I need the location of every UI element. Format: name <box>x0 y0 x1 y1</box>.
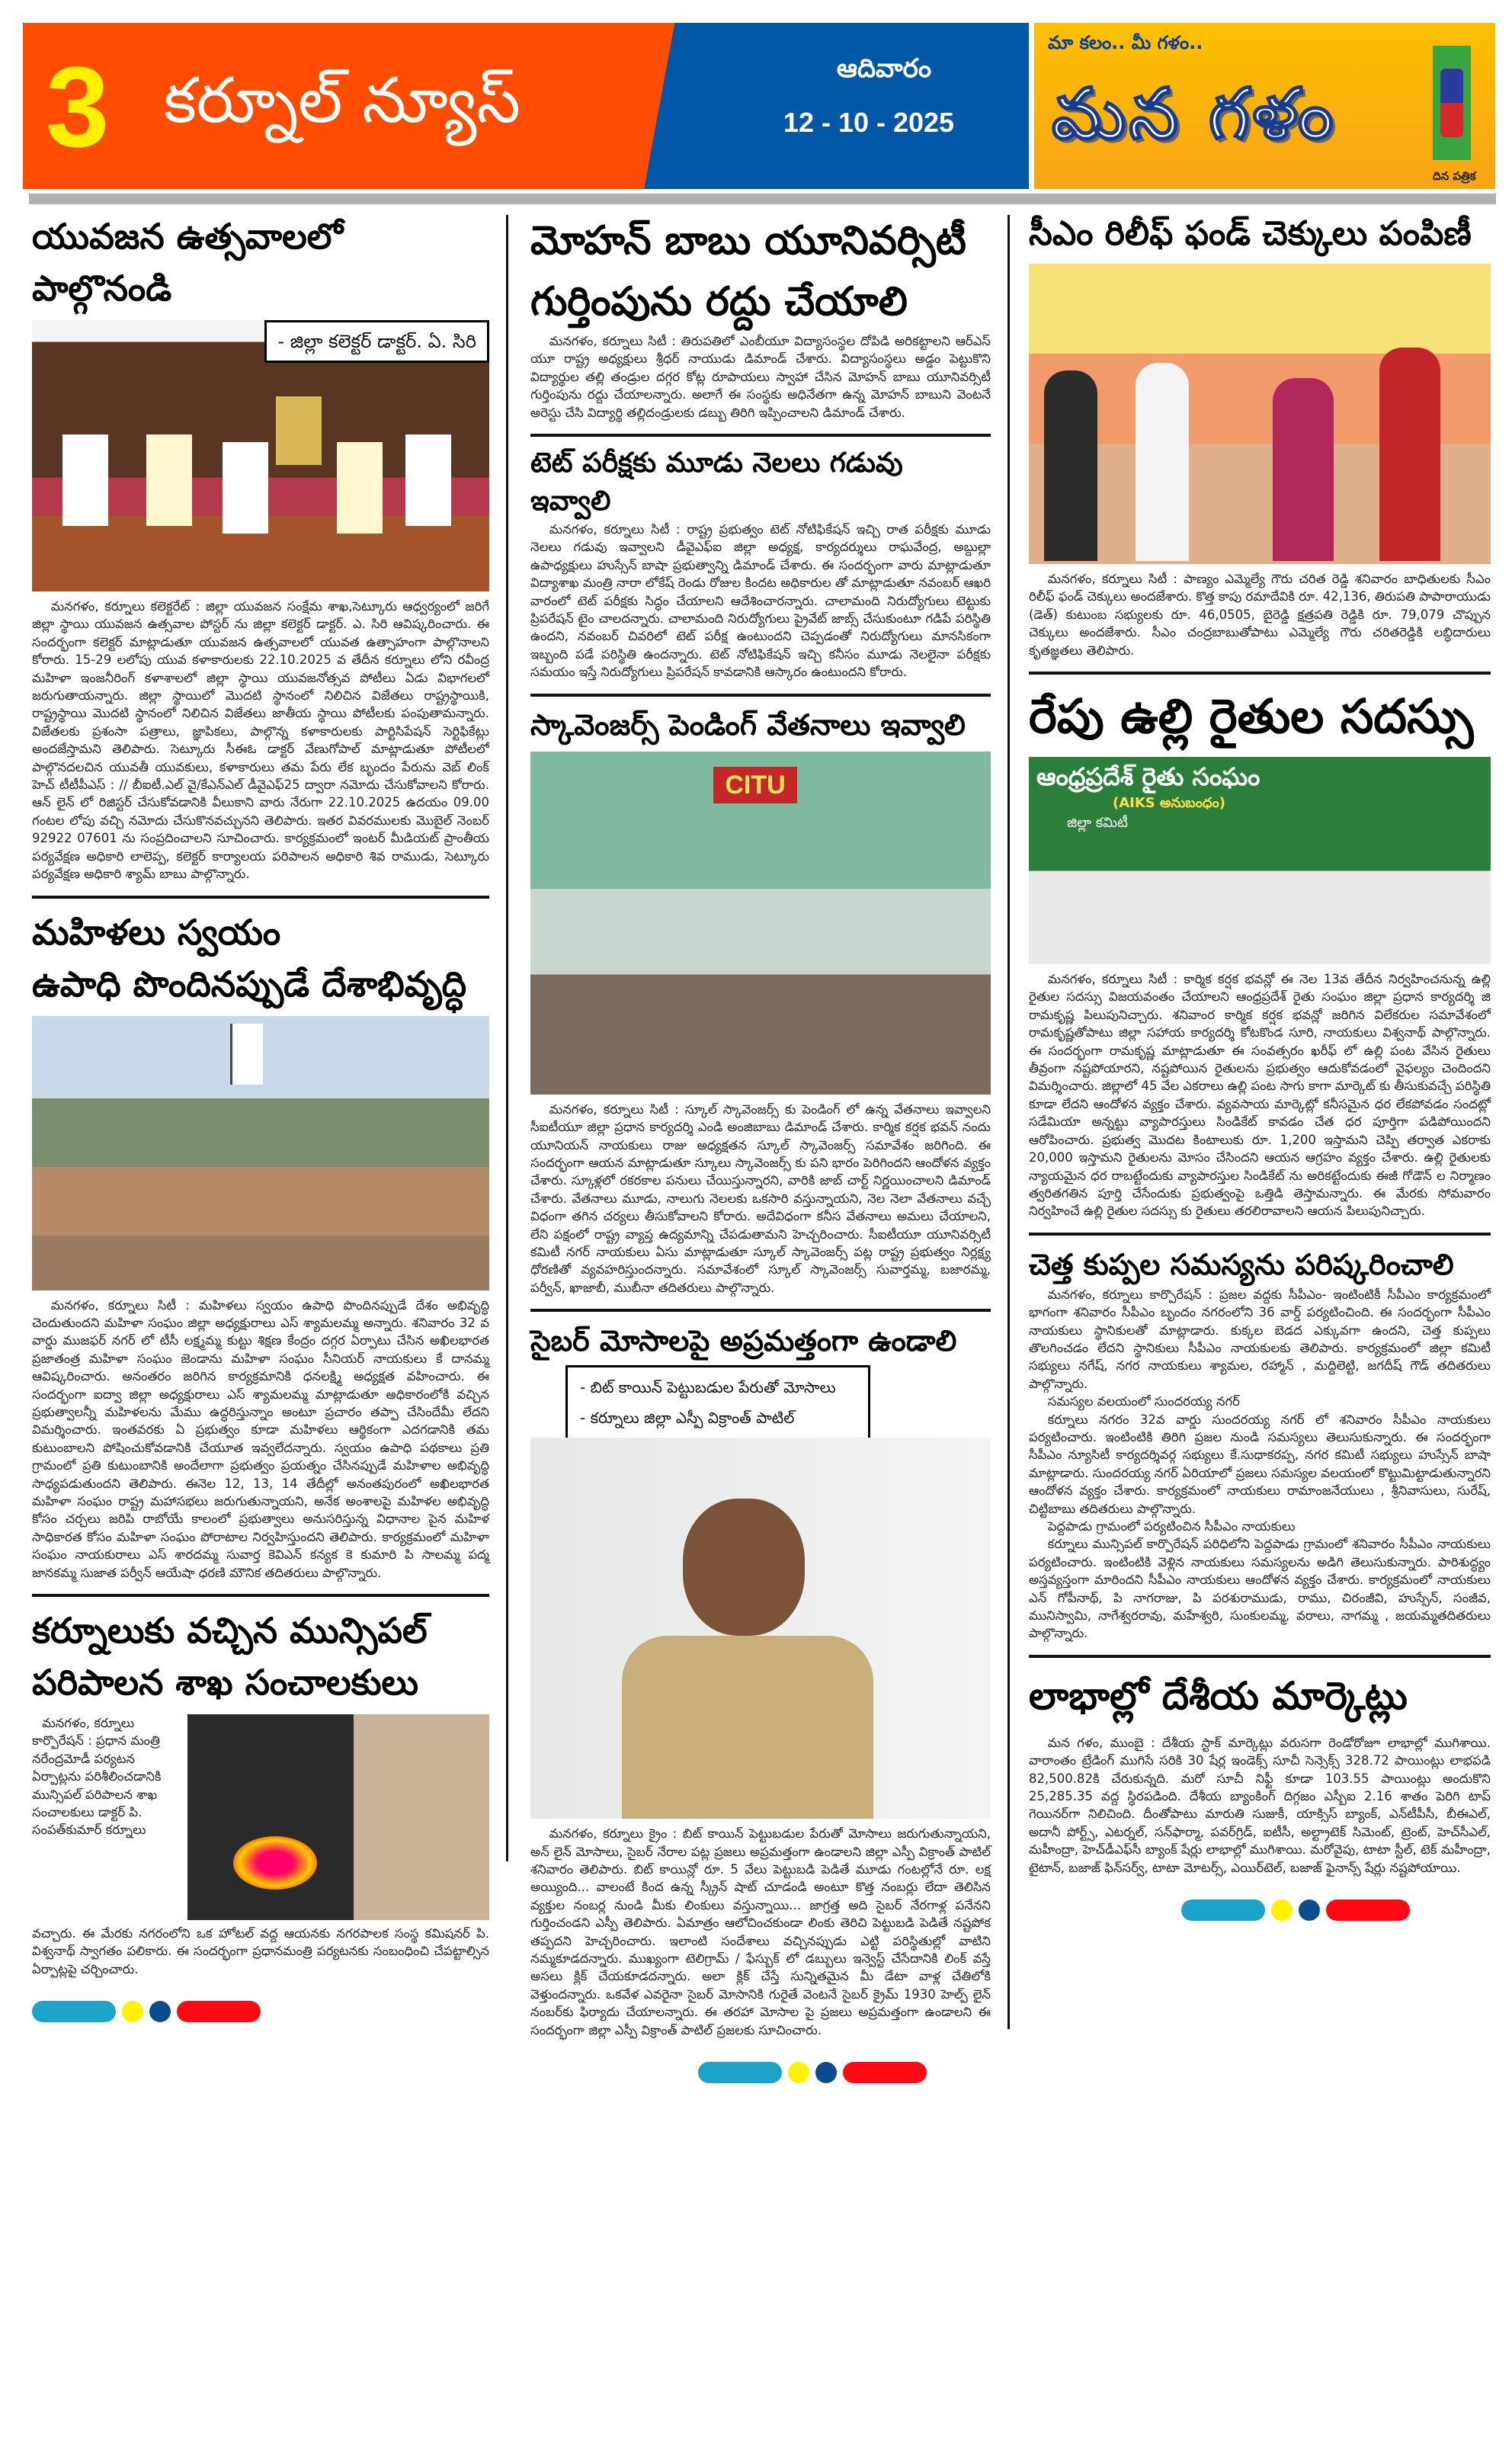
article-headline: టెట్ పరీక్షకు మూడు నెలలు గడువు ఇవ్వాలి <box>530 447 903 518</box>
article-divider <box>1029 1655 1491 1658</box>
article-headline: మోహన్ బాబు యూనివర్సిటీ <box>530 218 966 264</box>
article-body: వచ్చారు. ఈ మేరకు నగరంలోని ఒక హోటల్ వద్ద ఆయనకు నగరపాలక సంస్థ కమిషనర్ పి. విశ్వనాథ్ స్వాగతం పలికారు. ఈ సందర్భంగా ప్రధానమంత్రి పర్యటనకు సంబంధించి చేపట్టాల్సిన ఏర్పాట్లపై చర్చించారు. <box>32 1926 489 1976</box>
article-divider <box>530 1309 991 1312</box>
banner-subtext: జిల్లా కమిటీ <box>1067 815 1129 832</box>
cyan-pill <box>32 2001 116 2022</box>
page-number: 3 <box>46 43 110 171</box>
article-body-side: మనగళం, కర్నూలు కార్పొరేషన్ : ప్రధాన మంత్రి నరేంద్రమోడీ పర్యటన ఏర్పాట్లను పరిశీలించడానికి మున్సిపల్ పరిపాలన శాఖ సంచాలకులు డాక్టర్ పి. సంపత్‌కుమార్ కర్నూలు <box>32 1716 162 1838</box>
section-title: కర్నూల్ న్యూస్ <box>164 65 521 137</box>
article-body: మనగళం, కర్నూలు సిటీ : తిరుపతిలో ఎంబీయూ విద్యాసంస్థల దోపిడి అరికట్టాలని ఆర్ఎస్ యూ రాష్ట్ర అధ్యక్షులు శ్రీధర్ నాయుడు డిమాండ్ చేశారు. విద్యాసంస్థలు అడ్డం పెట్టుకొని విద్యార్థుల తల్లి తండ్రుల దగ్గర కోట్ల రూపాయలు స్వాహా చేసిన మోహన్ బాబు యూనివర్సిటీ గుర్తింపును రద్దు చేయాలన్నారు. అలాగే ఈ సంస్థకు అధినేతగా ఉన్న మోహన్ బాబుని వెంటనే అరెస్టు చేసి విద్యార్థి తల్లిదండ్రులకు డబ్బు తిరిగి ఇప్పించాలని డిమాండ్ చేశారు. <box>530 334 991 420</box>
poster <box>405 434 451 526</box>
article-body: మనగళం, కర్నూలు సిటీ : స్కూల్ స్కావెంజర్స్ కు పెండింగ్ లో ఉన్న వేతనాలు ఇవ్వాలని సీఐటీయూ జిల్లా ప్రధాన కార్యదర్శి ఎండి అంజిబాబు డిమాండ్ చేశారు. కార్మిక కర్షక భవన్ నందు యూనియన్ నాయకులు రాజు అధ్యక్షతన స్కూల్ స్కావెంజర్స్ సమావేశం జరిగింది. ఈ సందర్భంగా ఆయన మాట్లాడుతూ స్కూలు స్కావెంజర్స్ కు పని భారం పెరిగిందని ఆందోళన వ్యక్తం చేశారు. స్కూళ్లలో రకరకాల పనులు చేయిస్తున్నారని, వారికి జాబ్ చార్ట్ నిర్ణయించాలని డిమాండ్ చేశారు. వేతనాలు మూడు, నాలుగు నెలలకు ఒకసారి వస్తున్నాయని, నెల నెలా వేతనాలు వచ్చే విధంగా తగిన చర్యలు తీసుకోవాలని కోరారు. అదేవిధంగా కనీస వేతనాలు అమలు చేయాలని, లేని పక్షంలో రాష్ట్ర వ్యాప్త ఉద్యమాన్ని చేపడుతామని హెచ్చరించారు. సీఐటీయూ యూనివర్సిటీ కమిటీ నగర్ నాయకులు ఏసు మాట్లాడుతూ స్కూల్ స్కావెంజర్స్ పట్ల రాష్ట్ర ప్రభుత్వం నిర్లక్ష్య ధోరణితో వ్యవహరిస్తుందన్నారు. సమావేశంలో స్కూల్ స్కావెంజర్స్ సువార్తమ్మ, బజారమ్మ, పర్వీన్, ఖాజాబీ, ముబీనా తదితరులు పాల్గొన్నారు. <box>530 1101 991 1295</box>
issue-date: 12 - 10 - 2025 <box>783 107 955 138</box>
person <box>1136 363 1189 561</box>
article-paragraph: కర్నూలు మున్సిపల్ కార్పొరేషన్ పరిధిలోని పెద్దపాడు గ్రామంలో శనివారం సీపీఎం నాయకులు పర్యటించారు. ఇంటింటికి వెళ్లిన నాయకులు సమస్యలను అడిగి తెలుసుకున్నారు. పారిశుద్ధ్యం అస్తవ్యస్తంగా మారిందని సీపీఎం నాయకులు ఆందోళన వ్యక్తం చేశారు. కార్యక్రమంలో నాయకులు ఎన్ గోపీనాథ్, పి నాగరాజు, పి పరశురాముడు, రాము, చిరంజీవి, హుస్సేన్, సంజీవ, మునిస్వామి, నాగేశ్వరరావు, మహేశ్వరి, సుంకులమ్మ, వరాలు, నాగమ్మ , జయమ్మతదితరులు పాల్గొన్నారు. <box>1029 1537 1491 1641</box>
masthead-blue-panel <box>644 23 1029 189</box>
article-divider <box>32 896 489 899</box>
logo-subtitle: దిన పత్రిక <box>1433 169 1476 183</box>
cyan-pill <box>698 2062 782 2083</box>
citu-banner: CITU <box>713 767 797 803</box>
yellow-dot <box>1271 1900 1293 1921</box>
farmers-association-press-meet-photo <box>1029 757 1491 964</box>
left-column <box>32 210 489 2022</box>
bouquet <box>233 1836 317 1890</box>
article-body: మన గళం, ముంబై : దేశీయ స్టాక్ మార్కెట్లు వరుసగా రెండోరోజూ లాభాల్లో ముగిశాయి. వారాంతం ట్రేడింగ్ ముగిసే సరికి 30 షేర్ల ఇండెక్స్ సూచీ సెన్సెక్స్ 328.72 పాయింట్లు లాభపడి 82,500.82కి చేరుకున్నది. మరో సూచీ నిఫ్టీ కూడా 103.55 పాయింట్లు అందుకొని 25,285.35 వద్ద స్థిరపడింది. దేశీయ బ్యాంకింగ్ దిగ్గజం ఎస్బీఐ 2.16 శాతం పెరిగి టాప్ గెయినర్‌గా నిలిచింది. దీంతోపాటు మారుతి సుజుకీ, యాక్సిస్ బ్యాంక్, ఎన్‌టీపీసీ, బీఈఎల్, అదానీ పోర్ట్స్, ఎటర్నల్, సన్‌ఫార్మా, పవర్‌గ్రిడ్, ఐటీసీ, అల్ట్రాటెక్ సిమెంట్, ట్రెంట్, హెచ్‌సీఎల్, మహీంద్రా, హెచ్‌డీఎఫ్‌సీ బ్యాంక్ షేర్లు లాభాల్లో ముగిశాయి. మరోవైపు, టాటా స్టీల్, టెక్ మహీంద్రా, టైటాన్, బజాజ్ ఫిన్‌సర్వ్, టాటా మోటర్స్, ఎయిర్‌టెల్, బజాజ్ ఫైనాన్స్ షేర్లు నష్టపోయాయి. <box>1029 1735 1491 1875</box>
article-paragraph: మనగళం, కర్నూలు కార్పొరేషన్ : ప్రజల వద్దకు సీపీఎం- ఇంటింటికీ సీపీఎం కార్యక్రమంలో భాగంగా శనివారం సీపీఎం బృందం నగరంలోని 36 వార్డ్ పర్యటించింది. ఈ సందర్భంగా సీపీఎం నాయకులు స్థానికులతో మాట్లాడారు. కుక్కల బెడద ఎక్కువగా ఉందని, చెత్త కుప్పలు తొలగించడం లేదని స్థానికులు సీపీఎం నాయకులకు తెలిపారు. కార్యక్రమంలో జిల్లా కమిటీ సభ్యులు నగేష్, నగర నాయకులు శ్యామల, రహ్మాన్ , మద్దిలెట్టి, జగదీష్ గౌడ్ తదితరులు పాల్గొన్నారు. <box>1029 1287 1491 1391</box>
cm-relief-cheque-distribution-photo <box>1029 264 1491 564</box>
collector-poster-launch-photo <box>32 320 489 592</box>
article-headline: గుర్తింపును రద్దు చేయాలి <box>530 279 908 325</box>
article-row <box>32 1714 489 1920</box>
emblem-icon <box>276 396 322 465</box>
raised-fist-pen-icon <box>1433 46 1471 160</box>
middle-column <box>530 210 991 2083</box>
subhead-line: - బిట్ కాయిన్ పెట్టుబడుల పేరుతో మోసాలు <box>580 1378 836 1397</box>
police-uniform <box>622 1636 873 1819</box>
navy-dot <box>1299 1900 1320 1921</box>
red-pill <box>1326 1900 1410 1921</box>
logo-tagline: మా కలం.. మీ గళం.. <box>1048 32 1203 53</box>
article-paragraph: కర్నూలు నగరం 32వ వార్డు సుందరయ్య నగర్ లో శనివారం సీపీఎం నాయకులు పర్యటించారు. ఇంటింటికి తిరిగి ప్రజల నుండి సమస్యలు తెలుసుకున్నారు. ఈ సందర్భంగా సీపీఎం న్యూసిటీ కార్యదర్శివర్గ సభ్యులు కే.సుధాకరప్ప, నగర కమిటీ సభ్యులు హుస్సేన్ బాషా మాట్లాడారు. సుందరయ్య నగర్ ఏరియాలో ప్రజలు సమస్యల వలయంలో కొట్టుమిట్టాడుతున్నారని ఆందోళన వ్యక్తం చేశారు. కార్యక్రమంలో నాయకులు రామాంజనేయులు , శ్రీనివాసులు, సురేష్, చిట్టిబాబు తదితరులు పాల్గొన్నారు. <box>1029 1412 1491 1516</box>
banner <box>1029 757 1491 836</box>
subhead-box <box>565 1365 870 1438</box>
decorative-color-bar <box>1181 1900 1491 1921</box>
column-divider <box>1007 215 1010 2029</box>
district-sp-portrait-photo <box>530 1438 991 1819</box>
navy-dot <box>815 2062 837 2083</box>
article-subheading: పెద్దపాడు గ్రామంలో పర్యటించిన సీపీఎం నాయకులు <box>1047 1519 1296 1534</box>
column-divider <box>506 215 508 1861</box>
article-body: మనగళం, కర్నూలు సిటీ : కార్మిక కర్షక భవన్లో ఈ నెల 13వ తేదీన నిర్వహించనున్న ఉల్లి రైతుల సదస్సు విజయవంతం చేయాలని ఆంధ్రప్రదేశ్ రైతు సంఘం జిల్లా ప్రధాన కార్యదర్శి జి రామకృష్ణ పిలుపునిచ్చారు. శనివాంర కార్మిక కర్షక భవన్లో జరిగిన విలేకరుల సమావేశంలో రామకృష్ణతోపాటు జిల్లా సహాయ కార్యదర్శి కోటకొండ సూరి, నాయకులు విశ్వనాథ్ పాల్గొన్నారు. ఈ సందర్భంగా రామకృష్ణ మాట్లాడుతూ ఈ సంవత్సరం ఖరీఫ్ లో ఉల్లి పంట వేసిన రైతులు తీవ్రంగా నష్టపోయారని, నష్టపోయిన రైతులను ప్రభుత్వం ఆదుకోవడంలో వైఫల్యం చెందిందని విమర్శించారు. జిల్లాలో 45 వేల ఎకరాలు ఉల్లి పంట సాగు కాగా మార్కెట్ కు తీసుకువచ్చే పరిస్థితి కూడా లేదని ఆందోళన వ్యక్తం చేశారు. వ్యవసాయ మార్కెట్లో కనీసమైన ధర లేకపోవడం సందట్లో సడేమియా అన్నట్టు వ్యాపారస్తులు సిండికేట్ కావడం చేత ధర పూర్తిగా పడిపోయిందని ఆరోపించారు. ప్రభుత్వ మొదట కింటాలుకు రూ. 1,200 ఇస్తామని చెప్పి తర్వాత ఎకరాకు 20,000 ఇస్తామని రైతులను మోసం చేసిందని ఆయన ఆగ్రహం వ్యక్తం చేశారు. ఉల్లి రైతులకు న్యాయమైన ధర రాబట్టేందుకు వ్యాపారస్తుల సిండికేట్ ను అరికట్టేందుకు ఈజీ గోడౌన్ ల నిర్మాణం త్వరితగతిన పూర్తి చేసేందుకు ప్రభుత్వంపై ఒత్తిడి తెస్తామన్నారు. ఈ మేరకు సోమవారం నిర్వహించే ఉల్లి రైతుల సదస్సు కు రైతులు తరలిరావాలని ఆయన పిలుపునిచ్చారు. <box>1029 972 1491 1219</box>
article-headline: కర్నూలుకు వచ్చిన మున్సిపల్ <box>32 1610 428 1651</box>
article-headline: ఉపాధి పొందినప్పుడే దేశాభివృద్ధి <box>32 963 467 1005</box>
right-column <box>1029 210 1491 1921</box>
person <box>1379 348 1440 561</box>
article-headline: చెత్త కుప్పల సమస్యను పరిష్కరించాలి <box>1029 1247 1454 1281</box>
director-welcome-bouquet-photo <box>187 1714 489 1920</box>
decorative-color-bar <box>698 2062 991 2083</box>
scavengers-meeting-photo <box>530 752 991 1095</box>
subhead-line: - కర్నూలు జిల్లా ఎస్పీ విక్రాంత్ పాటిల్ <box>580 1409 795 1428</box>
article-subheading: సమస్యల వలయంలో సుందరయ్య నగర్ <box>1047 1394 1240 1409</box>
poster <box>62 434 108 526</box>
issue-day: ఆదివారం <box>836 53 932 84</box>
womens-association-flag-hoisting-photo <box>32 1016 489 1290</box>
masthead-divider <box>29 194 1496 204</box>
article-headline: స్కావెంజర్స్ పెండింగ్ వేతనాలు ఇవ్వాలి <box>530 707 966 742</box>
navy-dot <box>149 2001 171 2022</box>
red-pill <box>177 2001 261 2022</box>
poster <box>223 442 268 534</box>
article-divider <box>1029 1233 1491 1236</box>
article-divider <box>1029 672 1491 675</box>
article-divider <box>32 1594 489 1597</box>
poster <box>146 434 192 526</box>
article-headline: లాభాల్లో దేశీయ మార్కెట్లు <box>1029 1673 1408 1718</box>
face <box>683 1499 805 1636</box>
article-headline: సీఎం రిలీఫ్ ఫండ్ చెక్కులు పంపిణీ <box>1029 214 1472 253</box>
person <box>1044 370 1097 561</box>
decorative-color-bar <box>32 2001 489 2022</box>
cyan-pill <box>1181 1900 1265 1921</box>
article-body: మనగళం, కర్నూలు క్రైం : బిట్ కాయిన్ పెట్టుబడుల పేరుతో మోసాలు జరుగుతున్నాయని, అన్ లైన్ మోసాలు, సైబర్ నేరాల పట్ల ప్రజలు అప్రమత్తంగా ఉండాలని జిల్లా ఎస్పీ విక్రాంత్ పాటిల్ శనివారం తెలిపారు. బిట్ కాయిన్లో రూ. 5 వేలు పెట్టుబడి పెడితే మూడు గంటల్లోనే రూ. లక్ష అయ్యింది... వాలంటే కింద ఉన్న స్క్రీన్ షాట్ చూడండి అంటూ కొత్త నంబర్లు లేదా తెలిసిన వ్యక్తుల నంబర్ల నుండి మీకు లింకులు వస్తున్నాయి... జాగ్రత్త అది సైబర్ నేరగాళ్ల పనేనని గుర్తించండని ఎస్పీ తెలిపారు. ఏమాత్రం ఆలోచించకుండా లింకు తెరిచి పెట్టుబడి పెడితే నష్టపోక తప్పదని హెచ్చరించారు. ఇలాంటి సందేశాలు వచ్చినప్పుడు ఎట్టి పరిస్థితుల్లో వాటిని నమ్మకూడదన్నారు. ముఖ్యంగా టెలిగ్రామ్ / ఫేస్బుక్ లో డబ్బులు ఇన్వెస్ట్ చేసేదానికి లింక్ వస్తే అసలు క్లిక్ చేయకూడదన్నారు. అలా క్లిక్ చేస్తే సున్నితమైన మీ డేటా వాళ్ల చేతిలోకి వెళ్తుందన్నారు. ఒకవేళ ఎవరైనా సైబర్ మోసానికి గురైతే వెంటనే సైబర్ క్రైమ్ 1930 హెల్ప్ లైన్ నంబర్‌కు ఫిర్యాదు చేయాలన్నారు. ఈ తరహా మోసాల పై ప్రజలు అప్రమత్తంగా ఉండాలని ఈ సందర్భంగా జిల్లా ఎస్పీ విక్రాంత్ పాటిల్ ప్రజలకు సూచించారు. <box>530 1826 991 2037</box>
flag-icon <box>230 1024 263 1085</box>
poster <box>337 442 383 534</box>
photo-caption: - జిల్లా కలెక్టర్ డాక్టర్. ఏ. సిరి <box>264 320 489 363</box>
article-headline: సైబర్ మోసాలపై అప్రమత్తంగా ఉండాలి <box>530 1324 957 1358</box>
banner-text: ఆంధ్రప్రదేశ్ రైతు సంఘం <box>1036 762 1261 792</box>
banner-subtext: (AIKS అనుబంధం) <box>1113 795 1225 812</box>
article-divider <box>530 434 991 437</box>
article-headline: పరిపాలన శాఖ సంచాలకులు <box>32 1662 419 1703</box>
yellow-dot <box>122 2001 143 2022</box>
yellow-dot <box>788 2062 809 2083</box>
article-body: మనగళం, కర్నూలు కలెక్టరేట్ : జిల్లా యువజన సంక్షేమ శాఖ,సెట్కూరు ఆధ్వర్యంలో జరిగే జిల్లా స్థాయి యువజన ఉత్సవాల పోస్టర్ ను జిల్లా కలెక్టర్ డాక్టర్. ఎ. సిరి ఆవిష్కరించారు. ఈ సందర్భంగా కలెక్టర్ మాట్లాడుతూ యువజన ఉత్సవాలలో యువత ఉత్సాహంగా పాల్గొనాలని కోరారు. 15-29 లలోపు యువ కళాకారులకు 22.10.2025 వ తేదీన కర్నూలు లోని రవీంద్ర మహిళా ఇంజనీరింగ్ కళాశాలలో జిల్లా స్థాయి యువజనోత్సవ పోటీలు ఏడు విభాగలలో జరుగుతాయన్నారు. జిల్లా స్థాయిలో మొదటి స్థానంలో నిలిచిన విజేతలు రాష్ట్రస్థాయికి, రాష్ట్రస్థాయి మొదటి స్థానంలో నిలిచిన విజేతలు జాతీయ స్థాయి పోటీలకు పంపుతామన్నారు. విజేతలకు ప్రశంసా పత్రాలు, జ్ఞాపికలు, పాల్గొన్న కళాకారులకు పార్టిసిపేషన్ సెర్టిఫికేట్లు అందజేస్తామని తెలిపారు. సెట్కూరు సీఈఓ డాక్టర్ వేణుగోపాల్ మాట్లాడుతూ పోటీలలో పాల్గొనదలచిన యువతీ యువకులు, కళాకారులు తమ పేరు లేక బృందం పేరును వెబ్ లింక్ హెచ్ టీటీపీఎస్ : // బీఐటీ.ఎల్ వై/కేఎన్ఎల్ డీవైఎఫ్25 ద్వారా నమోదు చేసుకోవాలని కోరారు. ఆన్ లైన్ లో రిజిస్టర్ చేసుకోవడానికి వీలుకాని వారు నేరుగా 22.10.2025 ఉదయం 09.00 గంటల లోపు వచ్చి నమోదు చేసుకొనవచ్చునని తెలిపారు. ఇతర వివరములకు మొబైల్ నెంబర్ 92922 07601 ను సంప్రదించాలని సూచించారు. కార్యక్రమంలో ఇంటర్ మీడియట్ ప్రాంతీయ పర్యవేక్షణ అధికారి లాలెప్ప, కలెక్టర్ కార్యాలయ పరిపాలన అధికారి శివ రాముడు, సెట్కూరు పర్యవేక్షణ అధికారి శ్యామ్ బాబు పాల్గొన్నారు. <box>32 599 489 882</box>
red-pill <box>843 2062 927 2083</box>
newspaper-logo: మన గళం <box>1052 73 1337 155</box>
article-body: మనగళం, కర్నూలు సిటీ : పాణ్యం ఎమ్మెల్యే గౌరు చరిత రెడ్డి శనివారం బాధితులకు సీఎం రిలీఫ్ ఫండ్ చెక్కులు అందజేశారు. కొత్త కాపు రమాదేవికి రూ. 42,136, తిరుపతి పాపారాయుడు (డెత్) కుటుంబ సభ్యులకు రూ. 46,0505, బైరెడ్డి క్షత్రపతి రెడ్డికి రూ. 79,079 చొప్పున చెక్కులు అందజేశారు. సీఎం చంద్రబాబుతోపాటు ఎమ్మెల్యే గౌరు చరితరెడ్డికి లబ్ధిదారులు కృతజ్ఞతలు తెలిపారు. <box>1029 572 1491 658</box>
article-headline: యువజన ఉత్సవాలలో పాల్గొనండి <box>32 216 344 309</box>
person <box>1273 378 1334 561</box>
article-body: మనగళం, కర్నూలు సిటీ : రాష్ట్ర ప్రభుత్వం టెట్ నోటిఫికేషన్ ఇచ్చి రాత పరీక్షకు మూడు నెలలు గడువు ఇవ్వాలని డీవైఎఫ్ఐ జిల్లా అధ్యక్ష, కార్యదర్శులు రాఘవేంద్ర, అబ్దుల్లా ఉపాధ్యక్షులు హుస్సేన్ బాషా ప్రభుత్వాన్ని డిమాండ్ చేశారు. ఈ సందర్భంగా వారు మాట్లాడుతూ విద్యాశాఖ మంత్రి నారా లోకేష్ రెండు రోజుల కిందట అధికారుల తో మాట్లాడుతూ నవంబర్ ఆఖరి వారంలో టెట్ పరీక్షకు సిద్ధం చేయాలని ఆదేశించారన్నారు. చాలామంది నిరుద్యోగులు టెట్టుకు ప్రిపరేషన్ టైం చాలదన్నారు. చాలామంది నిరుద్యోగులు ప్రైవేట్ జాబ్స్ చేసుకుంటూ గడిపే పరిస్థితి ఉందని, నవంబర్ చివరిలో టెట్ పరీక్ష ఉంటుందని చెప్పడంతో నిరుద్యోగులు మానసికంగా ఇబ్బంది పడే పరిస్థితి ఉందన్నారు. టెట్ నోటిఫికేషన్ ఇచ్చి కనీసం మూడు నెలలైనా పరీక్షకు సమయం ఇస్తే నిరుద్యోగులు ప్రిపరేషన్ కావడానికి ఆస్కారం ఉంటుందని కోరారు. <box>530 522 991 680</box>
article-body <box>1029 1286 1491 1643</box>
article-body: మనగళం, కర్నూలు సిటీ : మహిళలు స్వయం ఉపాధి పొందినప్పుడే దేశం అభివృద్ధి చెందుతుందని మహిళా సంఘం జిల్లా అధ్యక్షురాలు ఎస్ శ్యామలమ్మ అన్నారు. శనివారం 32 వ వార్డు ముజఫర్ నగర్ లో టీసీ లక్ష్మమ్మ కుట్టు శిక్షణ కేంద్రం దగ్గర ఏర్పాటు చేసిన అఖిలభారత ప్రజాతంత్ర మహిళా సంఘం జెండాను మహిళా సంఘం సీనియర్ నాయకులు కే దానమ్మ ఆవిష్కరించారు. అనంతరం జరిగిన కార్యక్రమానికి ధనలక్ష్మి అధ్యక్షత వహించారు. ఈ సందర్భంగా ఐద్వా జిల్లా అధ్యక్షురాలు ఎస్ శ్యామలమ్మ మాట్లాడుతూ అధికారంలోకి వచ్చిన ప్రభుత్వాలన్నీ మహిళలను మేము ఉద్ధరిస్తున్నాం అంటూ ప్రచారం తప్పా చేసిందేమీ లేదని విమర్శించారు. ఇంతవరకు ఏ ప్రభుత్వం కూడా మహిళలు ఆర్థికంగా ఎదగడానికి తమ కుటుంబాలని పోషించుకోవడానికి చేయూత ఇవ్వలేదన్నారు. స్వయం ఉపాధి పథకాలు ప్రతి గ్రామంలో ప్రతి కుటుంబానికి అందేలాగా ప్రభుత్వం ప్రయత్నం చేసినప్పుడే మహిళాల అభివృద్ధి సాధ్యపడుతుందని తెలిపారు. ఈనెల 12, 13, 14 తేదీల్లో అనంతపురంలో అఖిలభారత మహిళా సంఘం రాష్ట్ర మహాసభలు జరుగుతున్నాయని, అనేక అంశాలపై మహిళల అభివృద్ధి కోసం చర్చలు జరిపి రాబోయే కాలంలో ప్రభుత్వాలు అనుసరిస్తున్న విధానాల పైన మహిళ సాధికారత కోసం మహిళా సంఘం పోరాటాల నిర్వహిస్తుందని తెలిపారు. కార్యక్రమంలో మహిళా సంఘం నాయకురాలు ఎస్ శారదమ్మ సువార్త కెవిఎన్ కన్యక కె కుమారి పి సాలమ్మ పద్మ జానకమ్మ సుజాత పర్వీన్ ఆయేషా ధరణి మౌనిక తదితరులు పాల్గొన్నారు. <box>32 1297 489 1580</box>
article-divider <box>530 694 991 697</box>
article-headline: మహిళలు స్వయం <box>32 911 281 953</box>
article-headline: రేపు ఉల్లి రైతుల సదస్సు <box>1029 688 1474 745</box>
